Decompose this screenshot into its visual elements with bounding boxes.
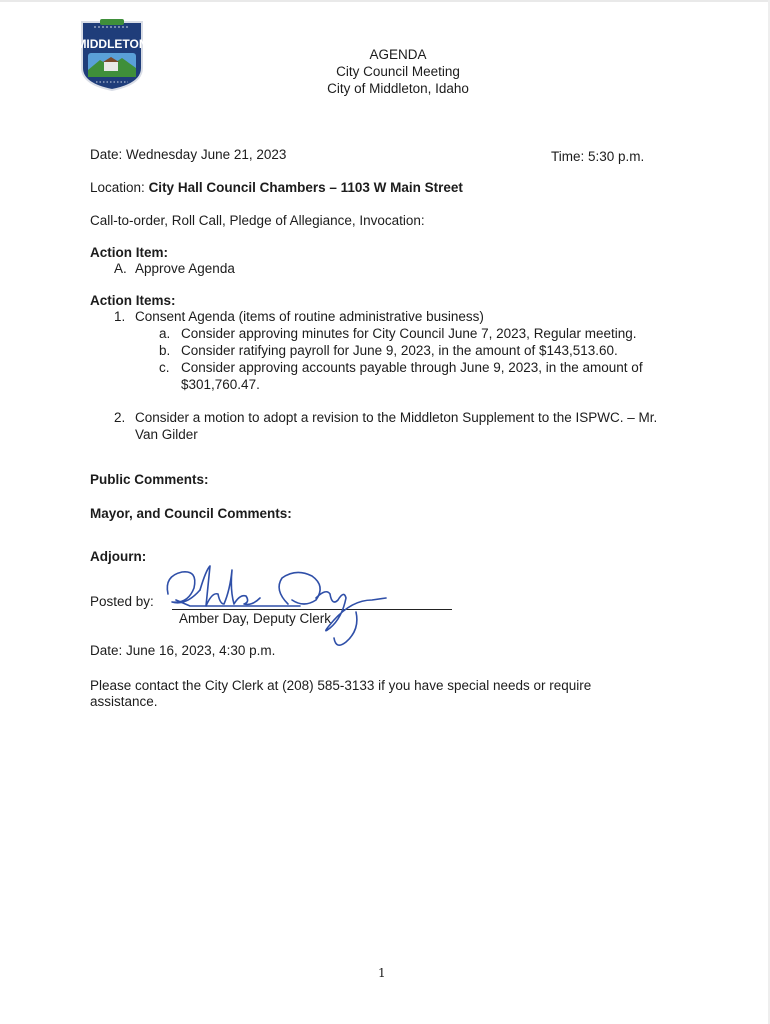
city-name: City of Middleton, Idaho — [327, 81, 469, 96]
logo-wordmark: MIDDLETON — [76, 37, 148, 51]
action-item-heading: Action Item: — [90, 245, 169, 260]
public-comments-heading: Public Comments: — [90, 472, 209, 487]
subitem-b-marker: b. — [159, 343, 171, 358]
middleton-city-logo — [76, 18, 148, 92]
action-item-a-marker: A. — [114, 261, 127, 276]
action-items-heading: Action Items: — [90, 293, 176, 308]
subitem-c-marker: c. — [159, 360, 170, 375]
item-2-marker: 2. — [114, 410, 126, 425]
subitem-a-marker: a. — [159, 326, 171, 341]
location-label: Location: — [90, 180, 145, 195]
signer-name: Amber Day, Deputy Clerk — [179, 611, 332, 626]
meeting-location — [90, 180, 463, 196]
adjourn-heading: Adjourn: — [90, 549, 147, 564]
subitem-c-amount: $301,760.47. — [181, 377, 260, 392]
meeting-time: Time: 5:30 p.m. — [551, 149, 645, 164]
action-item-a-text: Approve Agenda — [135, 261, 235, 276]
subitem-a-text: Consider approving minutes for City Council June 7, 2023, Regular meeting. — [181, 326, 637, 341]
posted-date: Date: June 16, 2023, 4:30 p.m. — [90, 643, 276, 658]
item-2-text: Consider a motion to adopt a revision to the Middleton Supplement to the ISPWC. – Mr. — [135, 410, 658, 425]
meeting-type: City Council Meeting — [336, 64, 460, 79]
agenda-title: AGENDA — [369, 47, 427, 62]
subitem-c-text: Consider approving accounts payable through June 9, 2023, in the amount of — [181, 360, 643, 375]
meeting-date: Date: Wednesday June 21, 2023 — [90, 147, 287, 162]
location-value: City Hall Council Chambers – 1103 W Main Street — [148, 180, 463, 195]
contact-line-2: assistance. — [90, 694, 158, 709]
mayor-council-comments-heading: Mayor, and Council Comments: — [90, 506, 292, 521]
page-number: 1 — [378, 966, 386, 980]
handwritten-signature — [160, 560, 390, 650]
opening-items: Call-to-order, Roll Call, Pledge of Allegiance, Invocation: — [90, 213, 425, 228]
item-1-text: Consent Agenda (items of routine administrative business) — [135, 309, 484, 324]
subitem-b-text: Consider ratifying payroll for June 9, 2023, in the amount of $143,513.60. — [181, 343, 618, 358]
scan-top-edge — [0, 0, 770, 2]
item-2-presenter: Van Gilder — [135, 427, 198, 442]
posted-by-label: Posted by: — [90, 594, 154, 609]
item-1-marker: 1. — [114, 309, 126, 324]
contact-line-1: Please contact the City Clerk at (208) 585-3133 if you have special needs or require — [90, 678, 592, 693]
